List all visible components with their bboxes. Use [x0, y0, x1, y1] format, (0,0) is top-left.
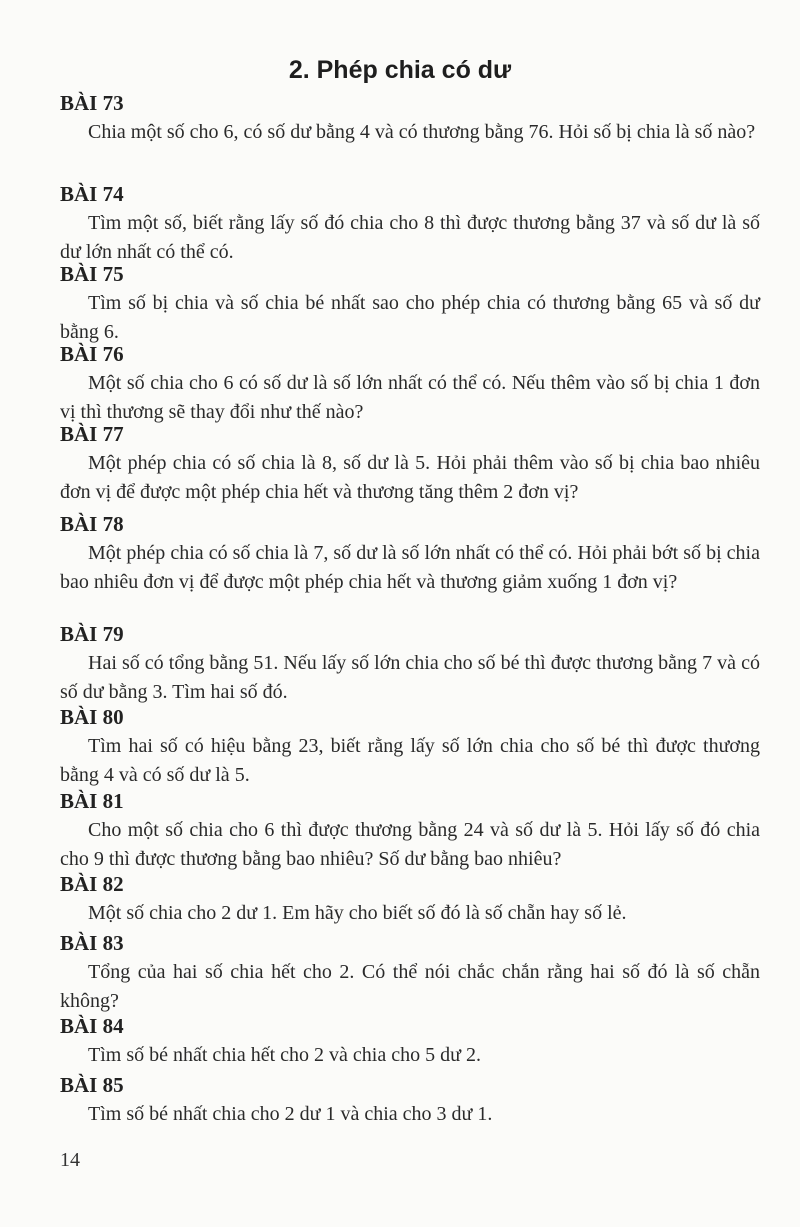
exercise-heading: BÀI 74: [60, 182, 124, 206]
exercise-heading: BÀI 75: [60, 262, 124, 286]
exercise-text: Một phép chia có số chia là 8, số dư là 5. Hỏi phải thêm vào số bị chia bao nhiêu đơn vị để được một phép chia hết và thương tăng thêm 2 đơn vị?: [60, 452, 760, 503]
exercise-heading: BÀI 77: [60, 422, 124, 446]
exercise-text: Cho một số chia cho 6 thì được thương bằng 24 và số dư là 5. Hỏi lấy số đó chia cho 9 thì được thương bằng bao nhiêu? Số dư bằng bao nhiêu?: [60, 819, 760, 870]
exercise-82: [60, 872, 760, 928]
exercise-heading: BÀI 79: [60, 622, 124, 646]
exercise-83: [60, 931, 760, 1015]
exercise-74: [60, 182, 760, 266]
exercise-text: Một số chia cho 6 có số dư là số lớn nhất có thể có. Nếu thêm vào số bị chia 1 đơn vị thì thương sẽ thay đổi như thế nào?: [60, 372, 760, 423]
exercise-text: Tìm số bị chia và số chia bé nhất sao cho phép chia có thương bằng 65 và số dư bằng 6.: [60, 292, 760, 343]
exercise-text: Tìm số bé nhất chia cho 2 dư 1 và chia cho 3 dư 1.: [88, 1103, 493, 1125]
exercise-text: Hai số có tổng bằng 51. Nếu lấy số lớn chia cho số bé thì được thương bằng 7 và có số dư bằng 3. Tìm hai số đó.: [60, 652, 760, 703]
page-number: 14: [60, 1149, 80, 1171]
exercise-80: [60, 705, 760, 789]
exercise-84: [60, 1014, 760, 1070]
section-title: 2. Phép chia có dư: [288, 56, 512, 84]
exercise-heading: BÀI 81: [60, 789, 124, 813]
exercise-77: [60, 422, 760, 506]
exercise-78: [60, 512, 760, 596]
exercise-text: Tìm một số, biết rằng lấy số đó chia cho 8 thì được thương bằng 37 và số dư là số dư lớn nhất có thể có.: [60, 212, 760, 263]
exercise-text: Tổng của hai số chia hết cho 2. Có thể nói chắc chắn rằng hai số đó là số chẵn không?: [60, 961, 760, 1012]
exercise-heading: BÀI 83: [60, 931, 124, 955]
exercise-heading: BÀI 78: [60, 512, 124, 536]
exercise-75: [60, 262, 760, 346]
exercise-heading: BÀI 80: [60, 705, 124, 729]
exercise-85: [60, 1073, 760, 1129]
exercise-76: [60, 342, 760, 426]
exercise-text: Tìm số bé nhất chia hết cho 2 và chia cho 5 dư 2.: [88, 1044, 481, 1066]
exercise-81: [60, 789, 760, 873]
exercise-text: Tìm hai số có hiệu bằng 23, biết rằng lấy số lớn chia cho số bé thì được thương bằng 4 và có số dư là 5.: [60, 735, 760, 786]
exercise-heading: BÀI 82: [60, 872, 124, 896]
exercise-73: [60, 91, 760, 147]
exercise-heading: BÀI 84: [60, 1014, 124, 1038]
exercise-text: Một phép chia có số chia là 7, số dư là số lớn nhất có thể có. Hỏi phải bớt số bị chia bao nhiêu đơn vị để được một phép chia hết và thương giảm xuống 1 đơn vị?: [60, 542, 760, 593]
exercise-79: [60, 622, 760, 706]
exercise-text: Chia một số cho 6, có số dư bằng 4 và có thương bằng 76. Hỏi số bị chia là số nào?: [88, 121, 756, 143]
exercise-heading: BÀI 85: [60, 1073, 124, 1097]
exercise-heading: BÀI 73: [60, 91, 124, 115]
exercise-text: Một số chia cho 2 dư 1. Em hãy cho biết số đó là số chẵn hay số lẻ.: [88, 902, 627, 924]
exercise-heading: BÀI 76: [60, 342, 124, 366]
